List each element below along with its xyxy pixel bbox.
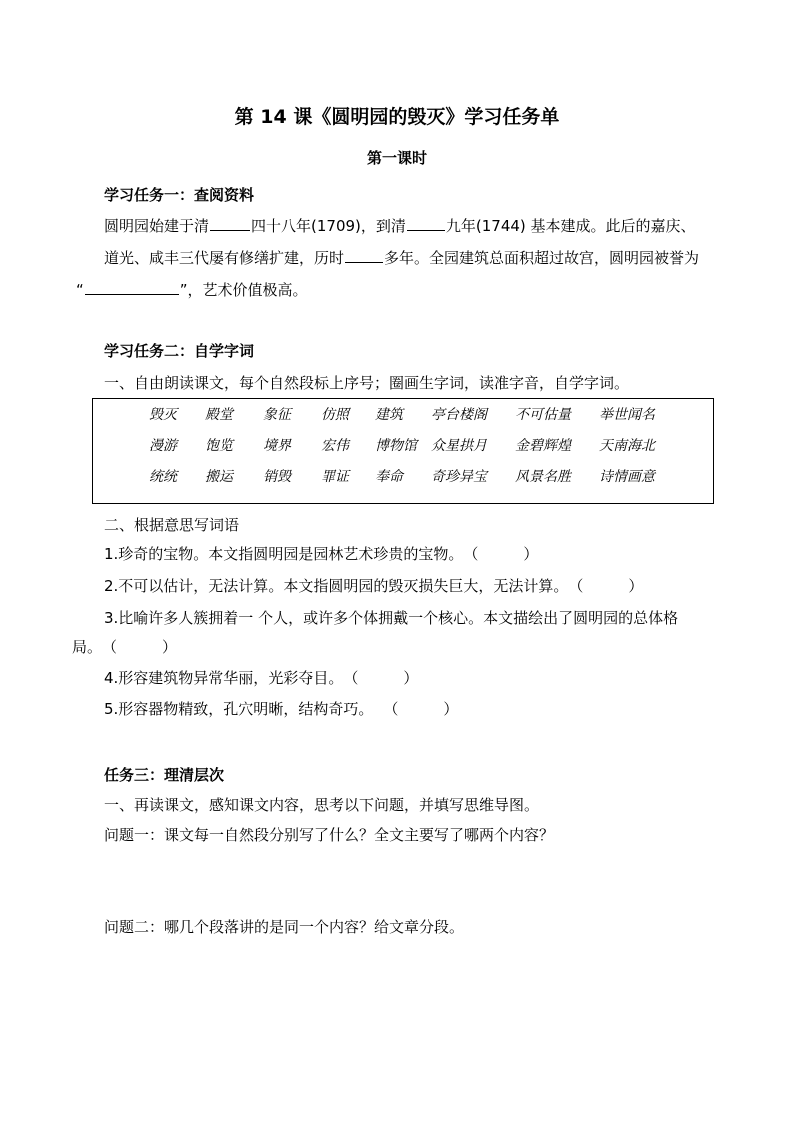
definition-item-4 xyxy=(104,667,418,689)
vocab-word: 奇珍异宝 xyxy=(431,469,487,485)
definition-text: 3.比喻许多人簇拥着一 个人，或许多个体拥戴一个核心。本文描绘出了圆明园的总体格 xyxy=(104,609,679,627)
answer-paren[interactable]: （ ） xyxy=(102,638,178,656)
vocab-row xyxy=(93,466,715,488)
open-quote: “ xyxy=(76,281,84,299)
answer-paren[interactable]: （ ） xyxy=(463,545,539,563)
task3-question2: 问题二：哪几个段落讲的是同一个内容？给文章分段。 xyxy=(104,918,465,936)
vocab-word: 风景名胜 xyxy=(515,469,571,485)
vocab-word: 罪证 xyxy=(321,469,349,485)
vocab-box xyxy=(92,398,714,504)
vocab-word: 博物馆 xyxy=(375,438,417,454)
definition-item-2 xyxy=(104,575,643,597)
vocab-word: 殿堂 xyxy=(205,407,233,423)
task1-line3-rest: ”，艺术价值极高。 xyxy=(179,281,308,299)
task1-line1-part3: 九年(1744) 基本建成。此后的嘉庆、 xyxy=(445,217,696,235)
vocab-word: 金碧辉煌 xyxy=(515,438,571,454)
definition-text: 2.不可以估计，无法计算。本文指圆明园的毁灭损失巨大，无法计算。 xyxy=(104,577,569,595)
vocab-word: 亭台楼阁 xyxy=(431,407,487,423)
blank-nickname[interactable] xyxy=(85,278,179,295)
answer-paren[interactable]: （ ） xyxy=(343,669,419,687)
task1-heading: 学习任务一：查阅资料 xyxy=(104,186,255,204)
vocab-word: 不可估量 xyxy=(515,407,571,423)
page-subtitle: 第一课时 xyxy=(366,149,427,167)
vocab-word: 天南海北 xyxy=(599,438,655,454)
page-title: 第 14 课《圆明园的毁灭》学习任务单 xyxy=(234,106,560,128)
vocab-word: 仿照 xyxy=(321,407,349,423)
vocab-word: 宏伟 xyxy=(321,438,349,454)
vocab-word: 诗情画意 xyxy=(599,469,655,485)
definition-text: 5.形容器物精致，孔穴明晰，结构奇巧。 xyxy=(104,700,374,718)
definition-item-3 xyxy=(104,607,678,629)
blank-reign-2[interactable] xyxy=(407,214,445,231)
task2-heading: 学习任务二：自学字词 xyxy=(104,342,255,360)
vocab-word: 奉命 xyxy=(375,469,403,485)
vocab-word: 统统 xyxy=(149,469,177,485)
task1-line1-part2: 四十八年(1709)，到清 xyxy=(251,217,406,235)
blank-reign-1[interactable] xyxy=(210,214,250,231)
vocab-word: 象征 xyxy=(263,407,291,423)
task1-line1 xyxy=(104,214,696,237)
task1-line1-part1: 圆明园始建于清 xyxy=(104,217,210,235)
answer-paren[interactable]: （ ） xyxy=(383,700,459,718)
vocab-word: 境界 xyxy=(263,438,291,454)
vocab-word: 建筑 xyxy=(375,407,403,423)
definition-text-cont: 局。 xyxy=(72,638,103,656)
task1-line2-part2: 多年。全园建筑总面积超过故宫，圆明园被誉为 xyxy=(384,249,700,267)
vocab-row xyxy=(93,404,715,426)
blank-years[interactable] xyxy=(345,246,383,263)
vocab-word: 搬运 xyxy=(205,469,233,485)
definition-item-3-cont xyxy=(72,636,177,658)
definition-text: 4.形容建筑物异常华丽，光彩夺目。 xyxy=(104,669,344,687)
task3-question1: 问题一：课文每一自然段分别写了什么？全文主要写了哪两个内容？ xyxy=(104,826,555,844)
task2-instruction2: 二、根据意思写词语 xyxy=(104,516,240,534)
task3-instruction: 一、再读课文，感知课文内容，思考以下问题，并填写思维导图。 xyxy=(104,796,540,814)
task1-line3 xyxy=(76,278,308,301)
vocab-word: 饱览 xyxy=(205,438,233,454)
definition-item-5 xyxy=(104,698,458,720)
task1-line2-part1: 道光、咸丰三代屡有修缮扩建，历时 xyxy=(104,249,345,267)
definition-item-1 xyxy=(104,543,538,565)
vocab-word: 举世闻名 xyxy=(599,407,655,423)
vocab-word: 众星拱月 xyxy=(431,438,487,454)
vocab-word: 毁灭 xyxy=(149,407,177,423)
task3-heading: 任务三：理清层次 xyxy=(104,766,225,784)
task1-line2 xyxy=(104,246,699,269)
task2-instruction1: 一、自由朗读课文，每个自然段标上序号；圈画生字词，读准字音，自学字词。 xyxy=(104,374,630,392)
vocab-word: 销毁 xyxy=(263,469,291,485)
vocab-word: 漫游 xyxy=(149,438,177,454)
answer-paren[interactable]: （ ） xyxy=(568,577,644,595)
definition-text: 1.珍奇的宝物。本文指圆明园是园林艺术珍贵的宝物。 xyxy=(104,545,464,563)
vocab-row xyxy=(93,435,715,457)
